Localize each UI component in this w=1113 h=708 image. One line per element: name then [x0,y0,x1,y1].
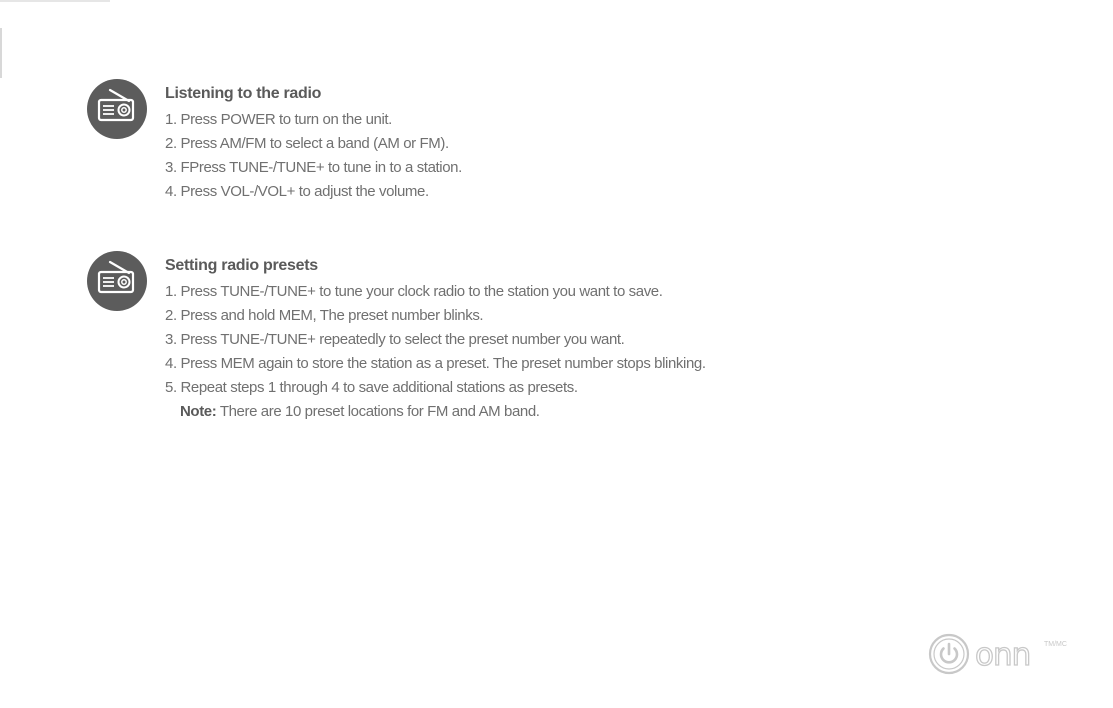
section-body [165,256,785,424]
steps-list [165,108,785,204]
step-item: 4. Press VOL-/VOL+ to adjust the volume. [165,183,429,200]
binding-edge-mark [0,28,2,78]
brand-logo [928,630,1073,678]
section-body [165,84,785,204]
note [165,400,785,424]
step-item: 1. Press POWER to turn on the unit. [165,111,392,128]
radio-icon [86,250,148,312]
step-item: 4. Press MEM again to store the station as a preset. The preset number stops blinking. [165,355,706,372]
trademark-mark: TM/MC [1044,641,1067,648]
page-edge-mark [0,0,110,2]
step-item: 3. Press TUNE-/TUNE+ repeatedly to select the preset number you want. [165,331,625,348]
radio-icon [86,78,148,140]
note-text: There are 10 preset locations for FM and AM band. [216,403,540,420]
note-label: Note: [180,403,217,420]
power-icon [930,635,968,673]
section-title: Listening to the radio [165,85,322,102]
section-title: Setting radio presets [165,257,318,274]
step-item: 5. Repeat steps 1 through 4 to save additional stations as presets. [165,379,578,396]
step-item: 2. Press and hold MEM, The preset number blinks. [165,307,484,324]
step-item: 2. Press AM/FM to select a band (AM or FM). [165,135,449,152]
step-item: 1. Press TUNE-/TUNE+ to tune your clock radio to the station you want to save. [165,283,663,300]
steps-list [165,280,785,400]
brand-name: onn [975,637,1031,673]
step-item: 3. FPress TUNE-/TUNE+ to tune in to a station. [165,159,462,176]
